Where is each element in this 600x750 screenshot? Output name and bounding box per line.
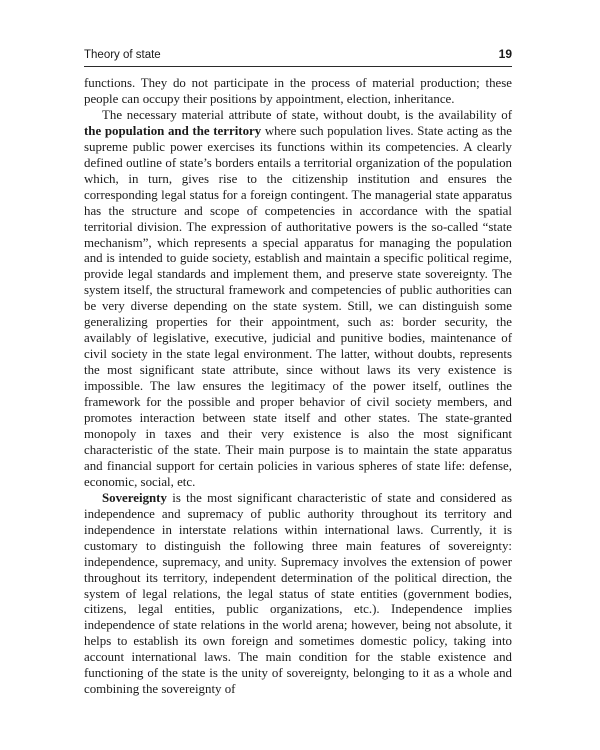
paragraph-1 — [84, 76, 512, 108]
header-rule — [84, 66, 512, 67]
text-segment: The necessary material attribute of state, without doubt, is the availability of — [102, 107, 512, 122]
bold-term-sovereignty: Sovereignty — [102, 490, 167, 505]
text-segment: where such population lives. State acting as the supreme public power exercises its functions within its competencies. A clearly defined outline of state’s borders entails a territorial organization of the population which, in turn, gives rise to the citizenship institution and ensures the corresponding legal status for a foreign contingent. The managerial state apparatus has the structure and scope of competencies in accordance with the spatial territorial division. The expression of authoritative powers is the so-called “state mechanism”, which represents a special apparatus for managing the population and is intended to guide society, establish and maintain a specific political regime, provide legal standards and implement them, and preserve state sovereignty. The system itself, the structural framework and competencies of public authorities can be very diverse depending on the state system. Still, we can distinguish some generalizing properties for their appointment, such as: border security, the availably of legislative, executive, judicial and punitive bodies, maintenance of civil society in the state legal environment. The latter, without doubts, represents the most significant state attribute, since without laws its very existence is impossible. The law ensures the legitimacy of the power itself, outlines the framework for the possible and proper behavior of civil society members, and promotes interaction between state itself and other states. The state-granted monopoly in taxes and their very existence is also the most significant characteristic of the state. Their main purpose is to maintain the state apparatus and financial support for certain policies in various spheres of state life: defense, economic, social, etc. — [84, 123, 512, 489]
running-header — [84, 47, 512, 61]
body-text — [84, 76, 512, 698]
paragraph-2 — [84, 108, 512, 491]
text-segment: is the most significant characteristic of state and considered as independence and supremacy of public authority throughout its territory and independence in interstate relations within international laws. Currently, it is customary to distinguish the following three main features of sovereignty: independence, supremacy, and unity. Supremacy involves the extension of power throughout its territory, independent determination of the political direction, the system of legal relations, the legal status of state entities (government bodies, citizens, legal entities, public organizations, etc.). Independence implies independence of state relations in the world arena; however, being not absolute, it helps to establish its own foreign and sometimes domestic policy, taking into account international laws. The main condition for the stable existence and functioning of the state is the unity of sovereignty, belonging to it as a whole and combining the sovereignty of — [84, 490, 512, 697]
paragraph-3 — [84, 491, 512, 698]
text-segment: functions. They do not participate in the process of material production; these people can occupy their positions by appointment, election, inheritance. — [84, 76, 512, 106]
bold-term-population-territory: the population and the territory — [84, 123, 262, 138]
page-number: 19 — [498, 47, 512, 61]
running-title: Theory of state — [84, 49, 161, 61]
